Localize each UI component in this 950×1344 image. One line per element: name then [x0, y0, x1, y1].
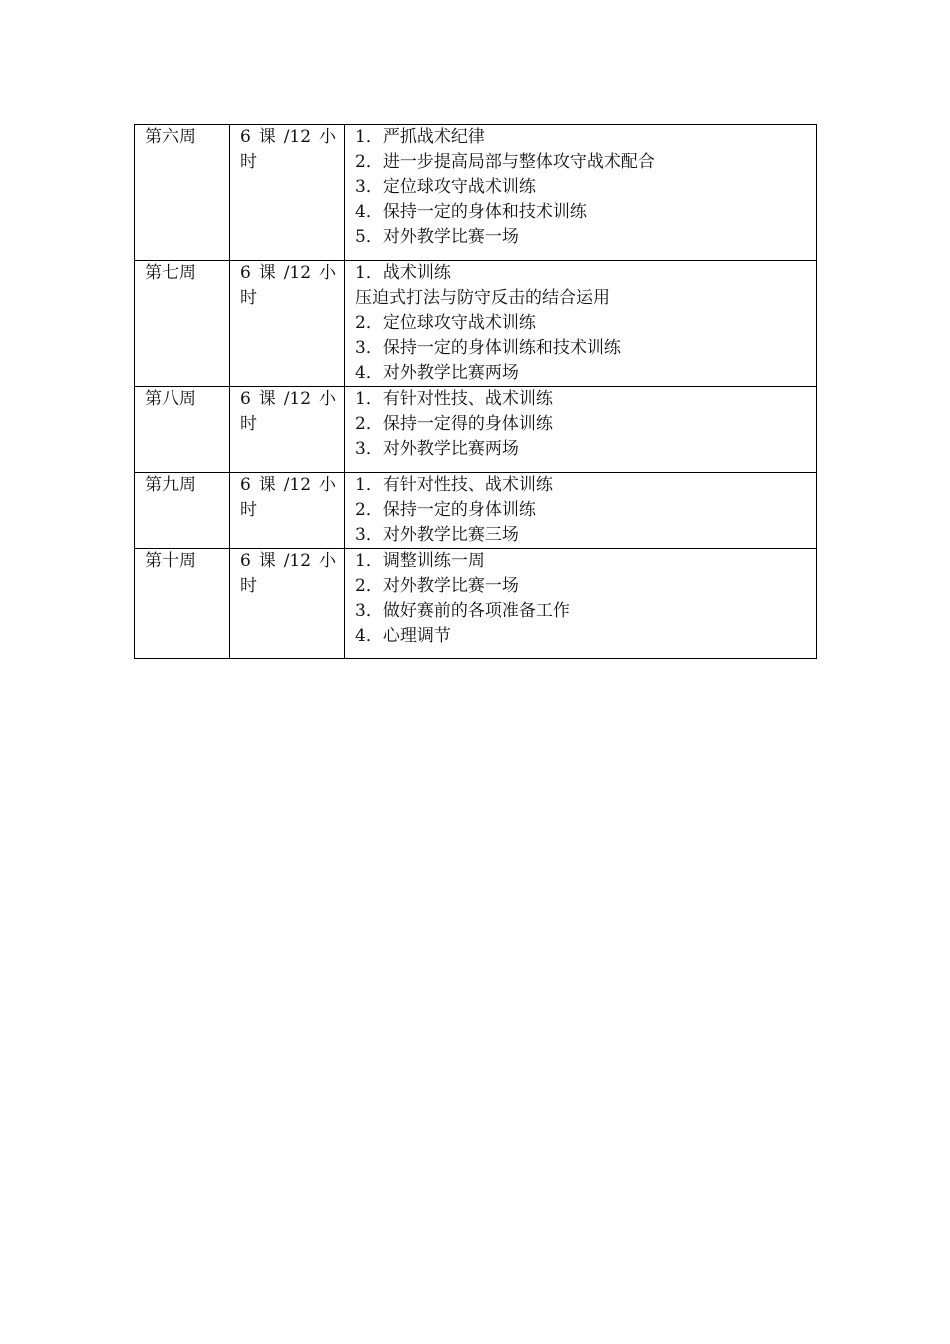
hours-token: 6: [240, 127, 251, 147]
week-cell: [135, 387, 230, 473]
hours-cell: [230, 261, 345, 387]
hours-cell: [230, 387, 345, 473]
table-body: [135, 125, 817, 659]
hours-token: 课: [258, 551, 276, 571]
content-cell: [345, 261, 817, 387]
table-row: [135, 125, 817, 261]
table-row: [135, 473, 817, 549]
content-item: 1．严抓战术纪律: [355, 127, 485, 147]
hours-line-2: 时: [240, 288, 257, 308]
hours-line: [240, 473, 336, 498]
hours-token: /12: [283, 389, 312, 409]
week-label: 第七周: [145, 263, 196, 283]
week-cell: [135, 125, 230, 261]
week-label: 第十周: [145, 551, 196, 571]
table-row: [135, 261, 817, 387]
week-cell: [135, 473, 230, 549]
hours-cell: [230, 549, 345, 659]
hours-token: 课: [258, 389, 276, 409]
content-cell: [345, 125, 817, 261]
hours-token: 6: [240, 263, 251, 283]
hours-token: 小: [319, 389, 336, 409]
hours-token: 课: [258, 475, 276, 495]
table-row: [135, 549, 817, 659]
hours-line-2: 时: [240, 576, 257, 596]
hours-line-2: 时: [240, 500, 257, 520]
content-item: 3．对外教学比赛两场: [355, 439, 519, 459]
hours-line: [240, 125, 336, 150]
content-item: 3．做好赛前的各项准备工作: [355, 601, 570, 621]
hours-token: 6: [240, 389, 251, 409]
week-cell: [135, 549, 230, 659]
hours-token: 小: [319, 127, 336, 147]
hours-token: /12: [283, 551, 312, 571]
table-row: [135, 387, 817, 473]
hours-token: 6: [240, 475, 251, 495]
hours-cell: [230, 473, 345, 549]
content-item: 1．调整训练一周: [355, 551, 485, 571]
content-item: 2．对外教学比赛一场: [355, 576, 519, 596]
content-cell: [345, 549, 817, 659]
hours-line-2: 时: [240, 152, 257, 172]
content-item: 1．有针对性技、战术训练: [355, 389, 553, 409]
hours-line: [240, 549, 336, 574]
content-item: 4．对外教学比赛两场: [355, 363, 519, 383]
week-label: 第九周: [145, 475, 196, 495]
hours-token: 课: [258, 127, 276, 147]
hours-token: 课: [258, 263, 276, 283]
hours-cell: [230, 125, 345, 261]
hours-line: [240, 261, 336, 286]
week-label: 第六周: [145, 127, 196, 147]
content-item: 3．对外教学比赛三场: [355, 525, 519, 545]
content-item: 压迫式打法与防守反击的结合运用: [355, 288, 610, 308]
content-item: 3．保持一定的身体训练和技术训练: [355, 338, 621, 358]
content-item: 2．保持一定的身体训练: [355, 500, 536, 520]
content-item: 1．有针对性技、战术训练: [355, 475, 553, 495]
content-cell: [345, 387, 817, 473]
hours-token: /12: [283, 475, 312, 495]
hours-token: 小: [319, 475, 336, 495]
hours-line: [240, 387, 336, 412]
hours-token: 小: [319, 263, 336, 283]
week-cell: [135, 261, 230, 387]
content-item: 3．定位球攻守战术训练: [355, 177, 536, 197]
content-cell: [345, 473, 817, 549]
hours-token: 6: [240, 551, 251, 571]
hours-line-2: 时: [240, 414, 257, 434]
hours-token: /12: [283, 263, 312, 283]
content-item: 4．保持一定的身体和技术训练: [355, 202, 587, 222]
content-item: 1．战术训练: [355, 263, 451, 283]
training-schedule-table: [134, 124, 817, 659]
content-item: 2．定位球攻守战术训练: [355, 313, 536, 333]
content-item: 5．对外教学比赛一场: [355, 227, 519, 247]
content-item: 2．进一步提高局部与整体攻守战术配合: [355, 152, 655, 172]
week-label: 第八周: [145, 389, 196, 409]
hours-token: /12: [283, 127, 312, 147]
content-item: 2．保持一定得的身体训练: [355, 414, 553, 434]
content-item: 4．心理调节: [355, 626, 451, 646]
hours-token: 小: [319, 551, 336, 571]
